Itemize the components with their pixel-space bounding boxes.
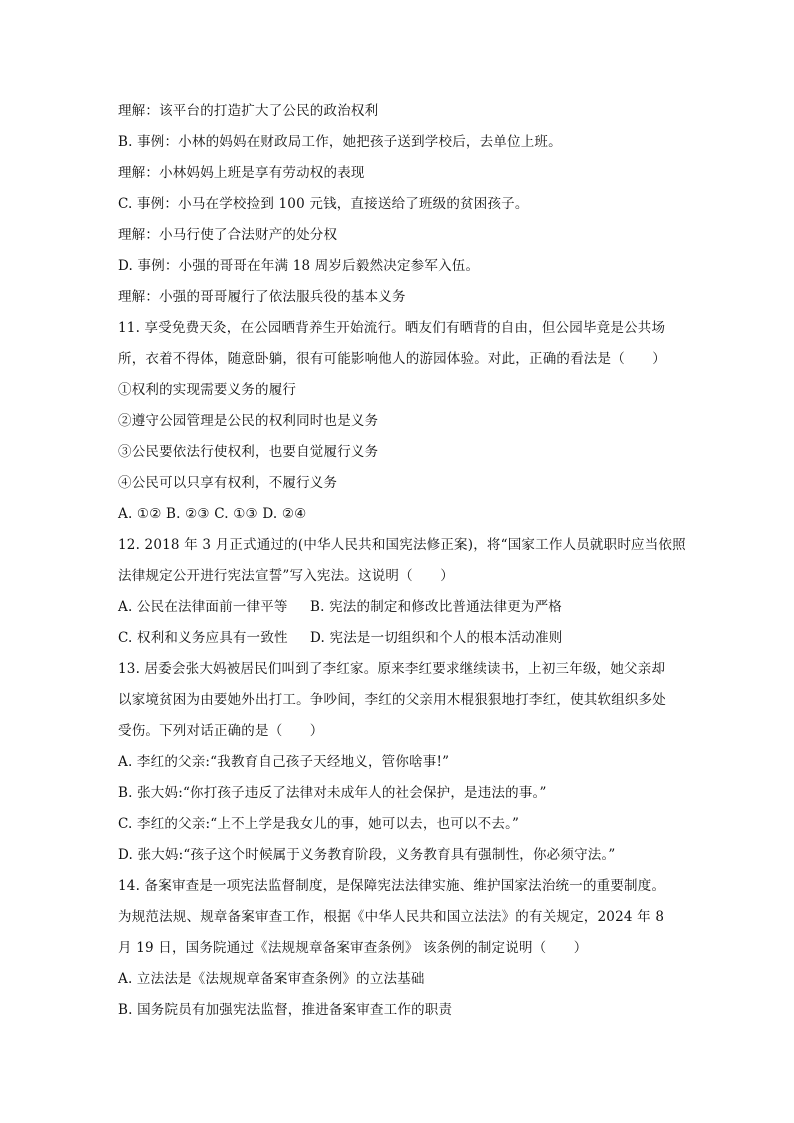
question-12-options-row xyxy=(118,623,688,654)
question-13-option-a: A. 李红的父亲:“我教育自己孩子天经地义，管你啥事!” xyxy=(118,754,450,770)
question-11-statement: ③公民要依法行使权利，也要自觉履行义务 xyxy=(118,444,379,460)
question-14-option-b: B. 国务院员有加强宪法监督，推进备案审查工作的职责 xyxy=(118,1002,453,1018)
question-11-statement: ②遵守公园管理是公民的权利同时也是义务 xyxy=(118,413,379,429)
question-11-stem: 所，衣着不得体，随意卧躺，很有可能影响他人的游园体验。对此，正确的看法是（ ） xyxy=(118,351,666,367)
text-line: C. 事例：小马在学校捡到 100 元钱，直接送给了班级的贫困孩子。 xyxy=(118,196,529,212)
question-14-stem: 月 19 日，国务院通过《法规规章备案审查条例》 该条例的制定说明（ ） xyxy=(118,940,588,956)
question-11-statement: ④公民可以只享有权利，不履行义务 xyxy=(118,475,338,491)
text-line: 理解：该平台的打造扩大了公民的政治权利 xyxy=(118,103,379,119)
question-11-statement: ①权利的实现需要义务的履行 xyxy=(118,382,297,398)
question-13-option-b: B. 张大妈:“你打孩子违反了法律对未成年人的社会保护，是违法的事。” xyxy=(118,785,547,801)
text-line: 理解：小林妈妈上班是享有劳动权的表现 xyxy=(118,165,365,181)
question-12-option-d: D. 宪法是一切组织和个人的根本活动准则 xyxy=(310,630,563,646)
question-13-option-d: D. 张大妈:“孩子这个时候属于义务教育阶段，义务教育具有强制性，你必须守法。” xyxy=(118,847,616,863)
question-13-option-c: C. 李红的父亲:“上不上学是我女儿的事，她可以去，也可以不去。” xyxy=(118,816,520,832)
text-line: D. 事例：小强的哥哥在年满 18 周岁后毅然决定参军入伍。 xyxy=(118,258,480,274)
text-line: 理解：小强的哥哥履行了依法服兵役的基本义务 xyxy=(118,289,406,305)
question-12-option-b: B. 宪法的制定和修改比普通法律更为严格 xyxy=(310,599,563,615)
question-14-option-a: A. 立法法是《法规规章备案审查条例》的立法基础 xyxy=(118,971,425,987)
question-12-option-c: C. 权利和义务应具有一致性 xyxy=(118,630,288,646)
question-14-stem: 14. 备案审查是一项宪法监督制度，是保障宪法法律实施、维护国家法治统一的重要制度。 xyxy=(118,878,666,894)
question-11-stem: 11. 享受免费天灸，在公园晒背养生开始流行。晒友们有晒背的自由，但公园毕竟是公共场 xyxy=(118,320,666,336)
question-13-stem: 以家境贫困为由要她外出打工。争吵间，李红的父亲用木棍狠狠地打李红，使其软组织多处 xyxy=(118,692,666,708)
text-line: 理解：小马行使了合法财产的处分权 xyxy=(118,227,338,243)
question-14-stem: 为规范法规、规章备案审查工作，根据《中华人民共和国立法法》的有关规定，2024 年 8 xyxy=(118,909,665,925)
question-12-stem: 12. 2018 年 3 月正式通过的(中华人民共和国宪法修正案)，将“国家工作人员就职时应当依照 xyxy=(118,537,686,553)
question-13-stem: 13. 居委会张大妈被居民们叫到了李红家。原来李红要求继续读书，上初三年级，她父亲却 xyxy=(118,661,666,677)
question-12-options-row xyxy=(118,592,688,623)
text-line: B. 事例：小林的妈妈在财政局工作，她把孩子送到学校后，去单位上班。 xyxy=(118,134,562,150)
question-12-stem: 法律规定公开进行宪法宣誓”写入宪法。这说明（ ） xyxy=(118,568,454,584)
document-page xyxy=(118,96,688,1026)
question-11-options: A. ①② B. ②③ C. ①③ D. ②④ xyxy=(118,506,307,522)
question-13-stem: 受伤。下列对话正确的是（ ） xyxy=(118,723,324,739)
question-12-option-a: A. 公民在法律面前一律平等 xyxy=(118,599,288,615)
